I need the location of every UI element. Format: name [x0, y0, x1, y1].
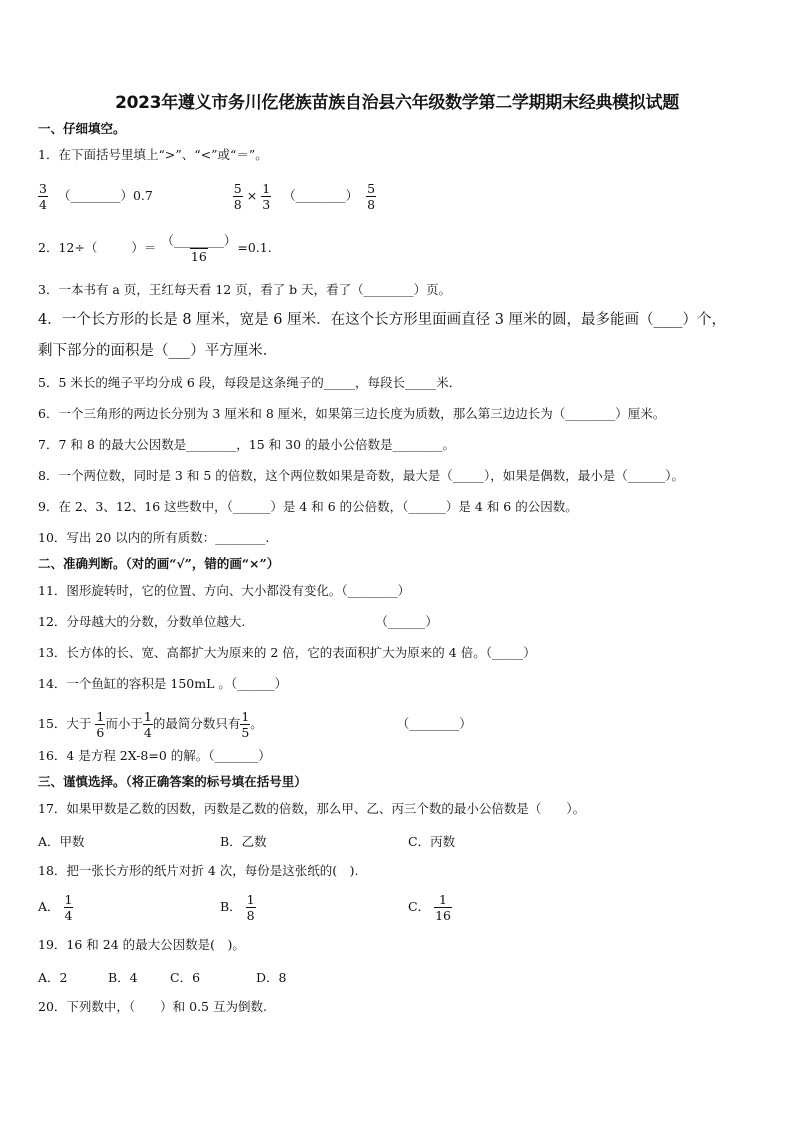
- question-4-line-2: 剩下部分的面积是（___）平方厘米．: [38, 343, 278, 359]
- option-c[interactable]: C． $\frac{1}{16}$: [408, 892, 451, 923]
- question-14: 14．一个鱼缸的容积是 150mL 。（______）: [38, 676, 288, 691]
- fraction: $\frac{1}{3}$: [262, 181, 271, 212]
- question-16: 16．4 是方程 2X-8=0 的解。（_______）: [38, 748, 271, 763]
- fraction: $\frac{1}{16}$: [435, 892, 451, 923]
- section-heading-1: 一、仔细填空。: [38, 121, 126, 136]
- answer-blank[interactable]: （________）0.7: [57, 188, 153, 203]
- option-b[interactable]: B．4: [108, 970, 138, 985]
- question-2: 2．12÷（ ）＝ $\frac{(\_\_\_\_\_\_\_\_)}{16}$ =0.1.: [38, 233, 272, 264]
- question-4-line-1: 4．一个长方形的长是 8 厘米，宽是 6 厘米．在这个长方形里面画直径 3 厘米的圆，最多能画（____）个，: [38, 312, 727, 328]
- fraction: $\frac{1}{5}$: [241, 709, 250, 740]
- option-d[interactable]: D．8: [256, 970, 287, 985]
- section-heading-3: 三、谨慎选择。（将正确答案的标号填在括号里）: [38, 774, 307, 789]
- question-7: 7．7 和 8 的最大公因数是________，15 和 30 的最小公倍数是________。: [38, 437, 456, 452]
- fraction: $\frac{1}{4}$: [64, 892, 73, 923]
- option-a[interactable]: A．2: [38, 970, 68, 985]
- question-19: 19．16 和 24 的最大公因数是( )。: [38, 937, 245, 952]
- question-20: 20．下列数中，（ ）和 0.5 互为倒数.: [38, 999, 267, 1014]
- answer-blank[interactable]: （________）: [283, 188, 359, 203]
- fraction: $\frac{3}{4}$: [39, 181, 47, 212]
- question-11: 11．图形旋转时，它的位置、方向、大小都没有变化。（________）: [38, 583, 411, 598]
- section-heading-2: 二、准确判断。（对的画“√”，错的画“×”）: [38, 556, 280, 571]
- fraction: $\frac{5}{8}$: [233, 181, 242, 212]
- fraction: $\frac{1}{4}$: [143, 709, 152, 740]
- answer-blank[interactable]: （________）: [161, 233, 237, 248]
- question-3: 3．一本书有 a 页，王红每天看 12 页，看了 b 天，看了（________）页。: [38, 282, 452, 297]
- fraction: $\frac{5}{8}$: [367, 181, 376, 212]
- option-a[interactable]: A． $\frac{1}{4}$: [38, 892, 73, 923]
- option-b[interactable]: B． $\frac{1}{8}$: [220, 892, 255, 923]
- question-8: 8．一个两位数，同时是 3 和 5 的倍数，这个两位数如果是奇数，最大是（_____），如果是偶数，最小是（______）。: [38, 468, 685, 483]
- question-17: 17．如果甲数是乙数的因数，丙数是乙数的倍数，那么甲、乙、丙三个数的最小公倍数是（ ）。: [38, 801, 586, 816]
- question-10: 10．写出 20 以内的所有质数：________.: [38, 530, 270, 545]
- question-13: 13．长方体的长、宽、高都扩大为原来的 2 倍，它的表面积扩大为原来的 4 倍。（_____）: [38, 645, 536, 660]
- question-5: 5．5 米长的绳子平均分成 6 段，每段是这条绳子的_____，每段长_____米．: [38, 375, 462, 390]
- fraction: $\frac{(\_\_\_\_\_\_\_\_)}{16}$: [161, 233, 237, 264]
- question-12: 12．分母越大的分数，分数单位越大. （______）: [38, 614, 438, 629]
- fraction: $\frac{1}{6}$: [96, 709, 105, 740]
- option-c[interactable]: C．6: [170, 970, 201, 985]
- question-6: 6．一个三角形的两边长分别为 3 厘米和 8 厘米，如果第三边长度为质数，那么第三边边长为（________）厘米。: [38, 406, 666, 421]
- option-b[interactable]: B．乙数: [220, 834, 267, 849]
- answer-blank[interactable]: （______）: [375, 614, 438, 629]
- option-a[interactable]: A．甲数: [38, 834, 85, 849]
- question-9: 9．在 2、3、12、16 这些数中，（______）是 4 和 6 的公倍数，（______）是 4 和 6 的公因数。: [38, 499, 578, 514]
- times-sign: ×: [246, 188, 258, 203]
- question-15: 15．大于 $\frac{1}{6}$ 而小于 $\frac{1}{4}$ 的最简分数只有 $\frac{1}{5}$ 。 （________）: [38, 709, 472, 740]
- fraction: $\frac{1}{8}$: [246, 892, 255, 923]
- option-c[interactable]: C．丙数: [408, 834, 456, 849]
- question-1-items: [38, 181, 376, 212]
- question-1-text: 1．在下面括号里填上“>”、“<”或“＝”。: [38, 147, 268, 162]
- question-18: 18．把一张长方形的纸片对折 4 次，每份是这张纸的( ).: [38, 863, 359, 878]
- page-title: 2023年遵义市务川仡佬族苗族自治县六年级数学第二学期期末经典模拟试题: [115, 93, 679, 113]
- answer-blank[interactable]: （________）: [396, 716, 472, 731]
